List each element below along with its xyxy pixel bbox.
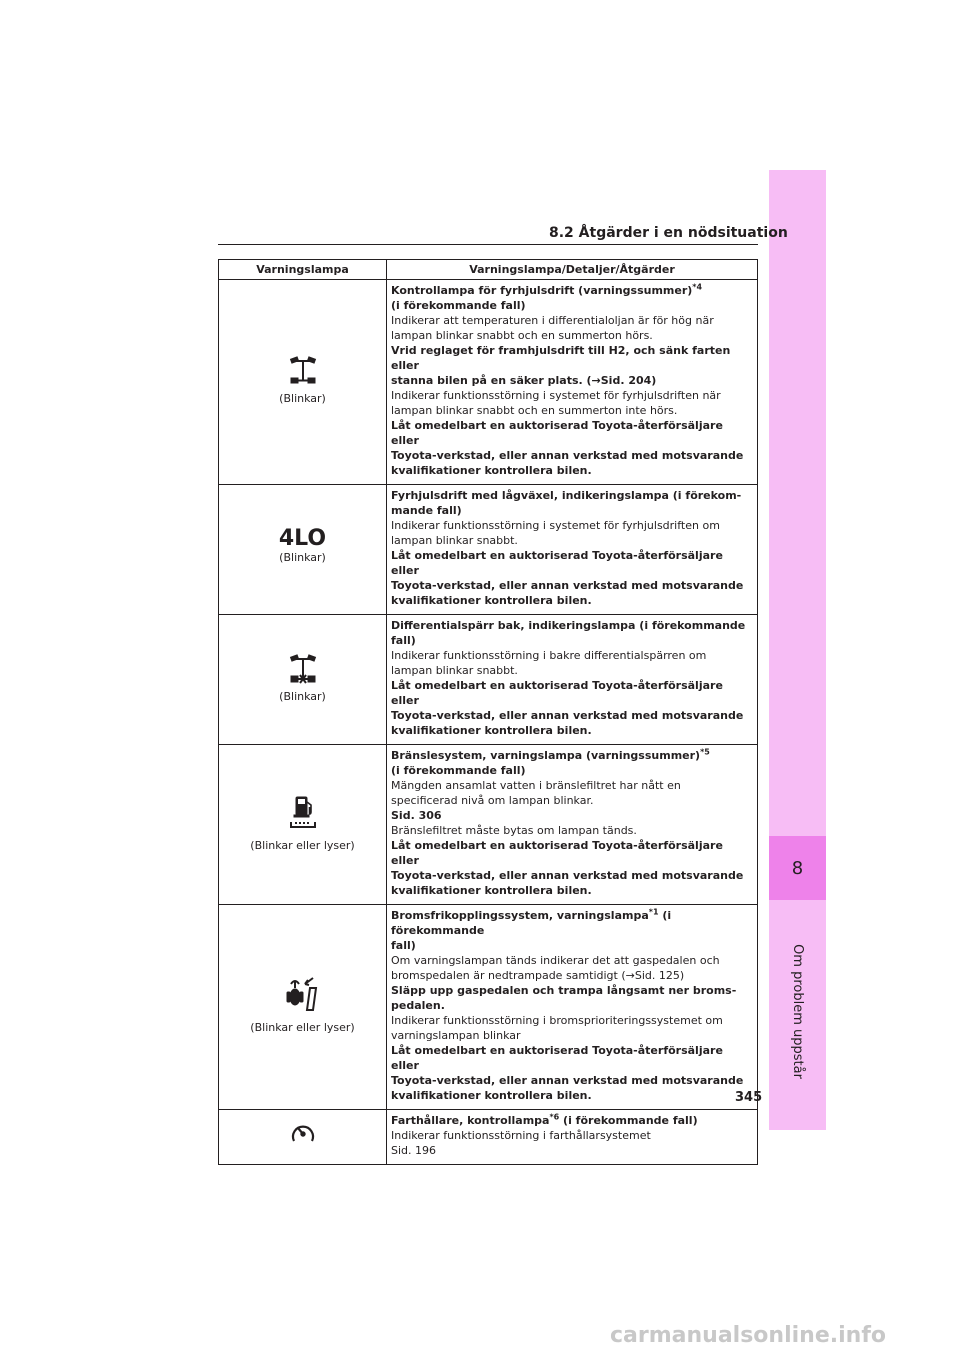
detail-line bbox=[391, 823, 753, 838]
page-number: 345 bbox=[735, 1090, 763, 1105]
chapter-side-tab bbox=[769, 170, 826, 1130]
detail-text: kvalifikationer kontrollera bilen. bbox=[391, 724, 592, 737]
detail-line bbox=[391, 593, 753, 608]
detail-text: Indikerar funktionsstörning i systemet för fyrhjulsdriften om bbox=[391, 519, 720, 532]
lamp-cell bbox=[219, 905, 387, 1110]
footnote-marker: *1 bbox=[648, 907, 659, 917]
detail-text: (i förekommande fall) bbox=[391, 764, 526, 777]
detail-text: Låt omedelbart en auktoriserad Toyota-återförsäljare eller bbox=[391, 419, 723, 447]
detail-line bbox=[391, 678, 753, 708]
detail-line bbox=[391, 298, 753, 313]
lamp-title-line bbox=[391, 488, 753, 503]
detail-text: Toyota-verkstad, eller annan verkstad med motsvarande bbox=[391, 579, 744, 592]
lamp-title-line bbox=[391, 618, 753, 633]
column-header-lamp: Varningslampa bbox=[219, 260, 387, 280]
detail-line bbox=[391, 448, 753, 463]
lamp-caption: (Blinkar) bbox=[279, 689, 326, 703]
detail-text: Om varningslampan tänds indikerar det att gaspedalen och bbox=[391, 954, 720, 967]
detail-text: Låt omedelbart en auktoriserad Toyota-återförsäljare eller bbox=[391, 679, 723, 707]
details-cell bbox=[387, 615, 758, 745]
detail-text: Toyota-verkstad, eller annan verkstad med motsvarande bbox=[391, 449, 744, 462]
lamp-title-line bbox=[391, 283, 753, 298]
details-cell bbox=[387, 485, 758, 615]
cruise-control-icon bbox=[223, 1119, 382, 1149]
detail-line bbox=[391, 883, 753, 898]
detail-text: bromspedalen är nedtrampade samtidigt (→Sid. 125) bbox=[391, 969, 685, 982]
detail-text: Indikerar att temperaturen i differentialoljan är för hög när bbox=[391, 314, 714, 327]
detail-line bbox=[391, 868, 753, 883]
detail-text: Släpp upp gaspedalen och trampa långsamt ner broms- bbox=[391, 984, 737, 997]
detail-text: Låt omedelbart en auktoriserad Toyota-återförsäljare eller bbox=[391, 839, 723, 867]
brake-override-icon bbox=[223, 976, 382, 1016]
chapter-name-label: Om problem uppstår bbox=[790, 943, 805, 1079]
table-row bbox=[219, 905, 758, 1110]
header-divider bbox=[218, 244, 758, 245]
detail-line bbox=[391, 968, 753, 983]
detail-text: Indikerar funktionsstörning i bromsprioriteringssystemet om bbox=[391, 1014, 723, 1027]
detail-text: (i förekommande fall) bbox=[391, 299, 526, 312]
detail-line bbox=[391, 1028, 753, 1043]
table-header-row bbox=[219, 260, 758, 280]
detail-text: stanna bilen på en säker plats. (→Sid. 204) bbox=[391, 374, 657, 387]
details-cell bbox=[387, 1110, 758, 1165]
detail-line bbox=[391, 938, 753, 953]
detail-line bbox=[391, 1128, 753, 1143]
detail-line bbox=[391, 388, 753, 403]
detail-text: lampan blinkar snabbt. bbox=[391, 664, 518, 677]
detail-text: Indikerar funktionsstörning i systemet för fyrhjulsdriften när bbox=[391, 389, 721, 402]
detail-line bbox=[391, 1043, 753, 1073]
lamp-caption: (Blinkar) bbox=[279, 551, 326, 564]
lamp-title-line bbox=[391, 748, 753, 763]
detail-text: Låt omedelbart en auktoriserad Toyota-återförsäljare eller bbox=[391, 1044, 723, 1072]
detail-line bbox=[391, 503, 753, 518]
detail-line bbox=[391, 518, 753, 533]
detail-text: kvalifikationer kontrollera bilen. bbox=[391, 464, 592, 477]
lamp-cell bbox=[219, 615, 387, 745]
detail-line bbox=[391, 418, 753, 448]
lamp-caption: (Blinkar eller lyser) bbox=[250, 1021, 355, 1034]
chapter-name bbox=[769, 926, 826, 1096]
detail-text: Mängden ansamlat vatten i bränslefiltret har nått en bbox=[391, 779, 681, 792]
column-header-details: Varningslampa/Detaljer/Åtgärder bbox=[387, 260, 758, 280]
detail-line bbox=[391, 463, 753, 478]
detail-text: Toyota-verkstad, eller annan verkstad med motsvarande bbox=[391, 869, 744, 882]
detail-line bbox=[391, 998, 753, 1013]
footnote-marker: *5 bbox=[700, 747, 710, 757]
detail-text: Kontrollampa för fyrhjulsdrift (varningssummer) bbox=[391, 284, 693, 297]
detail-line bbox=[391, 578, 753, 593]
four-wheel-drive-icon bbox=[223, 355, 382, 387]
detail-text: fall) bbox=[391, 939, 416, 952]
warning-lamp-table bbox=[218, 259, 758, 1165]
detail-text: Farthållare, kontrollampa bbox=[391, 1114, 550, 1127]
detail-text: Bränslefiltret måste bytas om lampan tänds. bbox=[391, 824, 637, 837]
detail-text: Differentialspärr bak, indikeringslampa (i förekommande bbox=[391, 619, 746, 632]
detail-text: pedalen. bbox=[391, 999, 445, 1012]
detail-line bbox=[391, 343, 753, 373]
detail-line bbox=[391, 633, 753, 648]
detail-text: Indikerar funktionsstörning i farthållarsystemet bbox=[391, 1129, 651, 1142]
detail-line bbox=[391, 373, 753, 388]
lamp-cell bbox=[219, 1110, 387, 1165]
detail-text: Vrid reglaget för framhjulsdrift till H2, och sänk farten eller bbox=[391, 344, 731, 372]
detail-text: lampan blinkar snabbt och en summerton inte hörs. bbox=[391, 404, 678, 417]
detail-text: varningslampan blinkar bbox=[391, 1029, 521, 1042]
detail-text: kvalifikationer kontrollera bilen. bbox=[391, 1089, 592, 1102]
lamp-cell bbox=[219, 485, 387, 615]
table-row bbox=[219, 485, 758, 615]
lamp-caption: (Blinkar eller lyser) bbox=[250, 838, 355, 852]
detail-text: Indikerar funktionsstörning i bakre differentialspärren om bbox=[391, 649, 707, 662]
detail-line bbox=[391, 1073, 753, 1088]
detail-line bbox=[391, 793, 753, 808]
detail-line bbox=[391, 953, 753, 968]
detail-text: lampan blinkar snabbt. bbox=[391, 534, 518, 547]
table-row bbox=[219, 745, 758, 905]
lamp-caption: (Blinkar) bbox=[279, 392, 326, 405]
detail-line bbox=[391, 403, 753, 418]
detail-line bbox=[391, 778, 753, 793]
detail-text: Fyrhjulsdrift med lågväxel, indikeringslampa (i förekom- bbox=[391, 489, 742, 502]
detail-line bbox=[391, 663, 753, 678]
detail-text: Sid. 196 bbox=[391, 1144, 437, 1157]
detail-text: Bränslesystem, varningslampa (varningssummer) bbox=[391, 749, 701, 762]
detail-line bbox=[391, 808, 753, 823]
detail-line bbox=[391, 1088, 753, 1103]
detail-line bbox=[391, 533, 753, 548]
detail-text: kvalifikationer kontrollera bilen. bbox=[391, 594, 592, 607]
detail-line bbox=[391, 328, 753, 343]
lamp-cell bbox=[219, 745, 387, 905]
section-title: 8.2 Åtgärder i en nödsituation bbox=[549, 225, 788, 241]
table-row bbox=[219, 615, 758, 745]
detail-line bbox=[391, 648, 753, 663]
detail-text: Sid. 306 bbox=[391, 809, 442, 822]
detail-text: kvalifikationer kontrollera bilen. bbox=[391, 884, 592, 897]
detail-line bbox=[391, 708, 753, 723]
lamp-title-line bbox=[391, 1113, 753, 1128]
watermark: carmanualsonline.info bbox=[610, 1323, 886, 1348]
detail-text: Bromsfrikopplingssystem, varningslampa bbox=[391, 909, 649, 922]
fuel-system-icon bbox=[223, 794, 382, 834]
detail-line bbox=[391, 1013, 753, 1028]
detail-line bbox=[391, 723, 753, 738]
detail-text: Låt omedelbart en auktoriserad Toyota-återförsäljare eller bbox=[391, 549, 723, 577]
table-row bbox=[219, 280, 758, 485]
rear-differential-lock-icon bbox=[223, 653, 382, 685]
detail-text: fall) bbox=[391, 634, 416, 647]
lamp-cell bbox=[219, 280, 387, 485]
chapter-number: 8 bbox=[769, 836, 826, 900]
lamp-title-line bbox=[391, 908, 753, 938]
detail-text: Toyota-verkstad, eller annan verkstad med motsvarande bbox=[391, 1074, 744, 1087]
detail-line bbox=[391, 763, 753, 778]
detail-text: specificerad nivå om lampan blinkar. bbox=[391, 794, 594, 807]
table-row bbox=[219, 1110, 758, 1165]
detail-line bbox=[391, 1143, 753, 1158]
icon-text: 4LO bbox=[278, 526, 327, 551]
detail-line bbox=[391, 838, 753, 868]
detail-line bbox=[391, 983, 753, 998]
detail-line bbox=[391, 313, 753, 328]
footnote-marker: *6 bbox=[549, 1112, 560, 1122]
details-cell bbox=[387, 280, 758, 485]
detail-text: Toyota-verkstad, eller annan verkstad med motsvarande bbox=[391, 709, 744, 722]
detail-text: lampan blinkar snabbt och en summerton hörs. bbox=[391, 329, 653, 342]
detail-line bbox=[391, 548, 753, 578]
details-cell bbox=[387, 905, 758, 1110]
detail-text-suffix: (i förekommande fall) bbox=[559, 1114, 698, 1127]
footnote-marker: *4 bbox=[692, 282, 703, 292]
detail-text: mande fall) bbox=[391, 504, 462, 517]
detail-text-suffix: (i förekommande bbox=[391, 909, 672, 937]
4lo-text-icon bbox=[223, 526, 382, 551]
details-cell bbox=[387, 745, 758, 905]
